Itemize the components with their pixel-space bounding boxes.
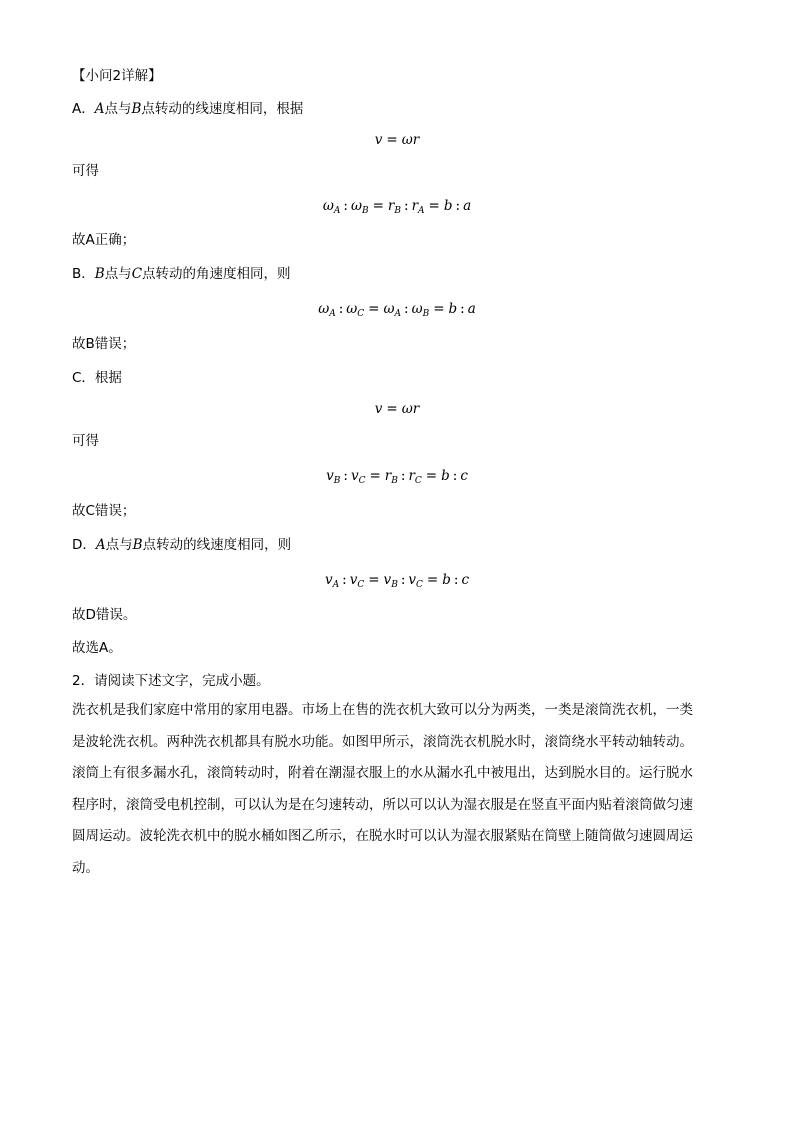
passage-line: 滚筒上有很多漏水孔，滚筒转动时，附着在潮湿衣服上的水从漏水孔中被甩出，达到脱水目的。运行脱水: [72, 765, 693, 781]
passage-line: 洗衣机是我们家庭中常用的家用电器。市场上在售的洗衣机大致可以分为两类，一类是滚筒洗衣机，一类: [72, 702, 693, 718]
conclusion-b: 故B错误；: [72, 336, 136, 352]
kede-text-2: 可得: [72, 433, 99, 449]
eq3-colon: :: [460, 301, 465, 317]
eq6-equals: =: [368, 572, 380, 588]
eq5-b: b: [441, 468, 450, 484]
eq6-colon: :: [400, 572, 406, 588]
point-b: B: [132, 537, 143, 553]
final-answer: 故选A。: [72, 640, 122, 656]
eq2-colon: :: [343, 198, 348, 214]
eq2-equals: =: [428, 198, 440, 214]
eq5-r: r: [408, 468, 415, 484]
eq6-v: v: [383, 572, 392, 588]
eq5-colon: :: [452, 468, 458, 484]
eq5-sub: B: [391, 476, 398, 486]
equation-omega-ratio-ac: [0, 299, 794, 324]
eq5-equals: =: [425, 468, 438, 484]
option-b-mid: 点与: [104, 266, 132, 282]
eq6-v: v: [349, 572, 358, 588]
eq5-c: c: [460, 468, 468, 484]
eq5-colon: :: [400, 468, 406, 484]
option-b-prefix: B．: [72, 266, 95, 282]
eq3-sub: C: [357, 309, 365, 319]
eq3-omega: ω: [346, 301, 358, 317]
eq6-v: v: [408, 572, 417, 588]
eq4-lhs: v: [374, 401, 383, 417]
equation-v-ratio-ac: [0, 570, 794, 595]
equation-omega-ratio-ab: [0, 196, 794, 221]
eq5-sub: C: [414, 476, 422, 486]
conclusion-d: 故D错误。: [72, 607, 137, 623]
option-d-text: [72, 535, 291, 555]
eq3-equals: =: [368, 301, 380, 317]
eq6-sub: A: [332, 580, 340, 590]
eq2-omega: ω: [350, 198, 362, 214]
eq2-sub: B: [361, 206, 369, 216]
eq1-lhs: v: [374, 132, 383, 148]
eq2-r: r: [411, 198, 419, 214]
option-a-tail: 点转动的线速度相同，根据: [141, 101, 304, 117]
eq1-equals: =: [386, 132, 398, 148]
point-b: B: [94, 266, 105, 282]
conclusion-c: 故C错误；: [72, 503, 136, 519]
option-a-text: [72, 99, 303, 119]
eq6-equals: =: [426, 572, 439, 588]
eq3-equals: =: [433, 301, 445, 317]
eq2-b: b: [443, 198, 453, 214]
question-2-heading: 2．请阅读下述文字，完成小题。: [72, 673, 270, 689]
eq2-sub: A: [333, 206, 341, 216]
passage-paragraph: [72, 695, 724, 884]
option-a-prefix: A．: [72, 101, 95, 117]
kede-text-1: 可得: [72, 163, 99, 179]
passage-line: 圆周运动。波轮洗衣机中的脱水桶如图乙所示，在脱水时可以认为湿衣服紧贴在筒壁上随筒做匀速圆周运: [72, 828, 693, 844]
section-heading: 【小问2详解】: [72, 68, 162, 84]
eq5-colon: :: [343, 468, 348, 484]
passage-line: 动。: [72, 859, 99, 876]
eq5-v: v: [350, 468, 359, 484]
eq5-v: v: [326, 468, 334, 484]
equation-v-ratio-bc: [0, 466, 794, 491]
equation-v-omega-r-1: [0, 130, 794, 150]
eq2-colon: :: [455, 198, 461, 214]
conclusion-a: 故A正确；: [72, 232, 136, 248]
option-d-mid: 点与: [105, 537, 133, 553]
eq6-colon: :: [453, 572, 459, 588]
eq6-b: b: [442, 572, 451, 588]
eq5-r: r: [384, 468, 392, 484]
option-b-tail: 点转动的角速度相同，则: [142, 266, 291, 282]
option-b-text: [72, 264, 291, 284]
eq2-sub: A: [418, 206, 425, 216]
option-a-mid: 点与: [104, 101, 132, 117]
option-c-text: C．根据: [72, 370, 122, 386]
eq3-colon: :: [404, 301, 409, 317]
eq3-colon: :: [338, 301, 344, 317]
equation-v-omega-r-2: [0, 399, 794, 419]
passage-line: 是波轮洗衣机。两种洗衣机都具有脱水功能。如图甲所示，滚筒洗衣机脱水时，滚筒绕水平转动轴转动。: [72, 733, 693, 750]
eq3-sub: A: [394, 309, 401, 319]
point-b: B: [131, 101, 142, 117]
eq2-equals: =: [372, 198, 384, 214]
eq2-omega: ω: [322, 198, 334, 214]
eq5-sub: B: [333, 476, 341, 486]
eq2-colon: :: [404, 198, 409, 214]
eq4-rhs: ωr: [401, 401, 420, 417]
point-a: A: [95, 537, 106, 553]
passage-line: 程序时，滚筒受电机控制，可以认为是在匀速转动，所以可以认为湿衣服是在竖直平面内贴着滚筒做匀速: [72, 796, 693, 813]
eq6-c: c: [461, 572, 469, 588]
eq6-sub: B: [391, 580, 398, 590]
option-d-prefix: D．: [72, 537, 96, 553]
eq6-v: v: [325, 572, 333, 588]
eq2-sub: B: [394, 206, 401, 216]
eq6-colon: :: [342, 572, 347, 588]
eq2-r: r: [387, 198, 395, 214]
eq6-sub: C: [357, 580, 365, 590]
point-c: C: [131, 266, 143, 282]
eq3-omega: ω: [383, 301, 395, 317]
eq3-sub: B: [422, 309, 430, 319]
eq3-sub: A: [329, 309, 336, 319]
eq4-equals: =: [386, 401, 398, 417]
eq5-equals: =: [369, 468, 381, 484]
eq3-omega: ω: [411, 301, 423, 317]
eq1-rhs: ωr: [401, 132, 420, 148]
eq2-a: a: [463, 198, 472, 214]
point-a: A: [94, 101, 105, 117]
eq3-b: b: [448, 301, 458, 317]
eq5-sub: C: [358, 476, 366, 486]
option-d-tail: 点转动的线速度相同，则: [142, 537, 292, 553]
eq6-sub: C: [416, 580, 423, 590]
eq3-a: a: [467, 301, 476, 317]
eq3-omega: ω: [318, 301, 330, 317]
